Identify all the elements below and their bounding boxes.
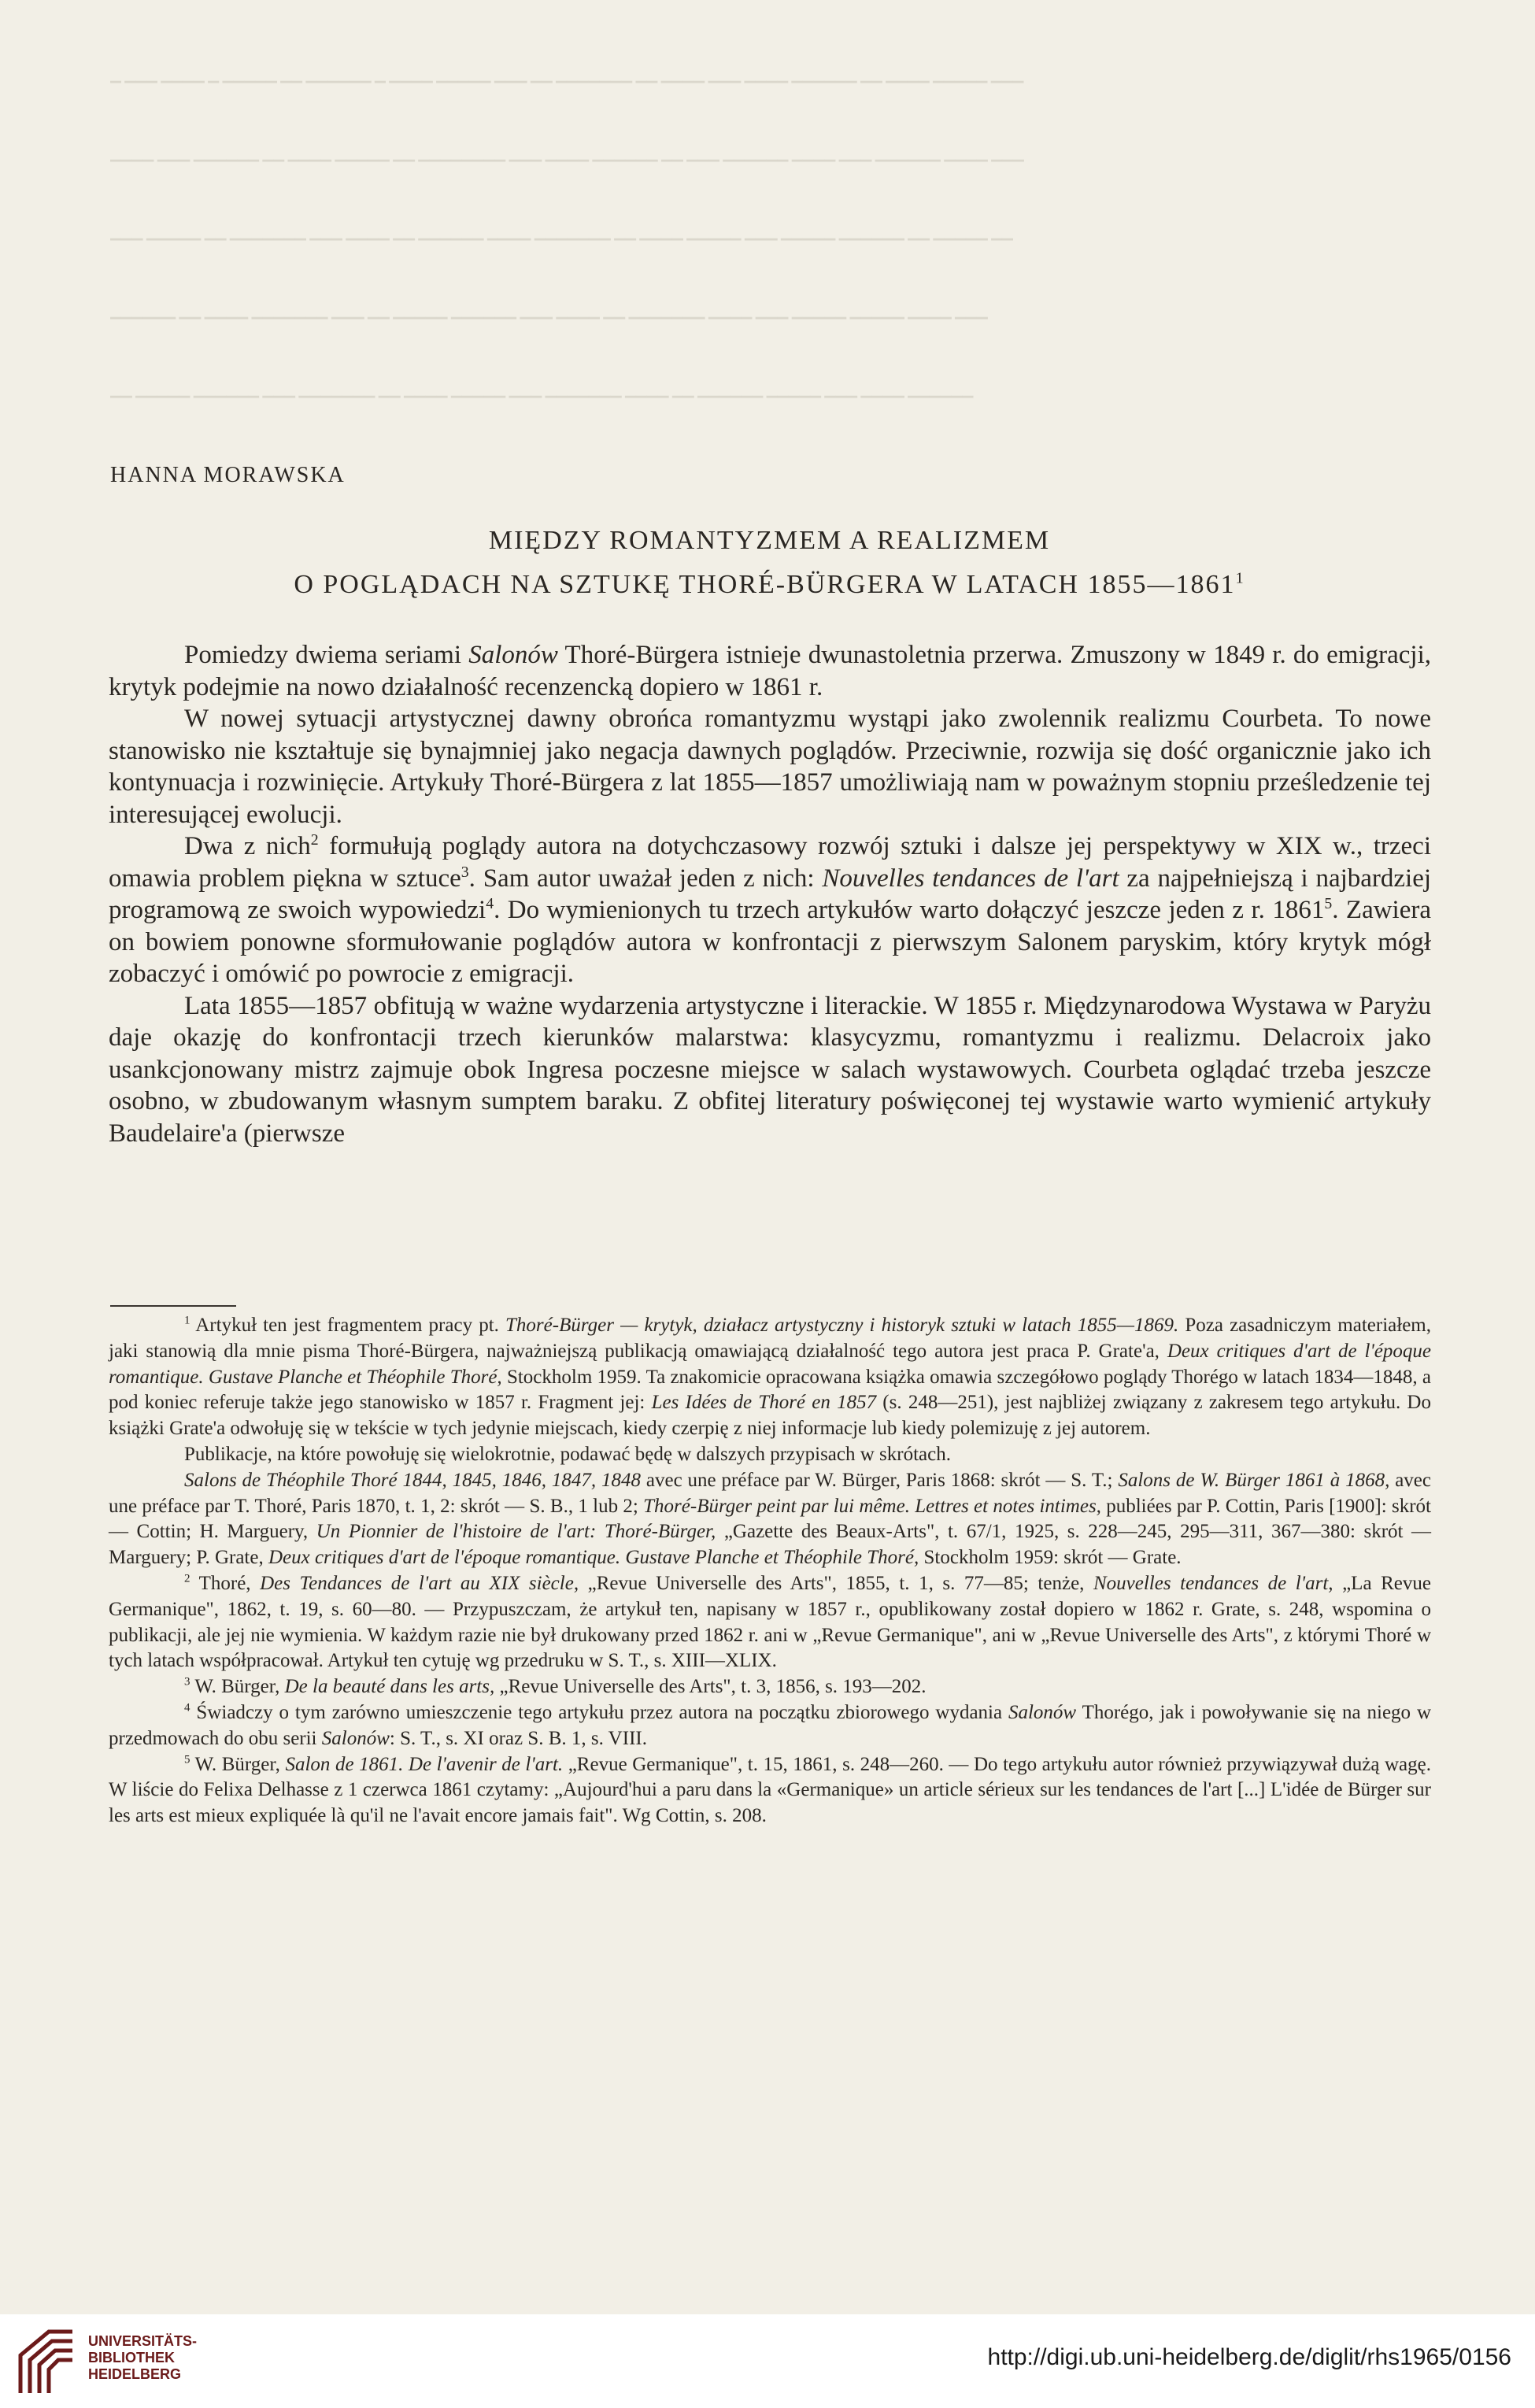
- source-url-link[interactable]: http://digi.ub.uni-heidelberg.de/diglit/rhs1965/0156: [987, 2344, 1511, 2370]
- footnote-ref-4: 4: [486, 895, 494, 912]
- show-through-texture: ▁▁▁▁ ▁▁▁ ▁▁▁▁▁▁ ▁▁ ▁▁▁▁ ▁▁▁▁▁ ▁▁ ▁▁▁▁▁▁▁▁ ▁▁▁ ▁▁▁▁ ▁▁▁▁▁▁ ▁▁ ▁▁▁ ▁▁▁▁▁▁ ▁▁▁▁ ▁▁▁ ▁▁▁▁▁▁ ▁▁▁▁ ▁▁▁: [110, 146, 1024, 161]
- footnote-ref-3: 3: [460, 863, 469, 881]
- article-title-line-2: [110, 570, 1429, 600]
- footnote-ref-1: 1: [1235, 569, 1245, 587]
- footnote-ref-5: 5: [1324, 895, 1333, 912]
- body-text: [109, 639, 1431, 1149]
- paragraph-2: W nowej sytuacji artystycznej dawny obrońca romantyzmu wystąpi jako zwolennik realizmu Courbeta. To nowe stanowisko nie kształtuje się bynajmniej jako negacja dawnych poglądów. Przeciwnie, rozwija się dość organicznie jako ich kontynuacja i rozwinięcie. Artykuły Thoré-Bürgera z lat 1855—1857 umożliwiają nam w poważnym stopniu prześledzenie tej interesującej ewolucji.: [109, 705, 1431, 829]
- footnote-sigla: Salons de Théophile Thoré 1844, 1845, 1846, 1847, 1848 avec une préface par W. Bürger, Paris 1868: skrót — S. T.; Salons de W. Bürger 1861 à 1868, avec une préface par T. Thoré, Paris 1870, t. 1, 2: skrót — S. B., 1 lub 2; Thoré-Bürger peint par lui même. Lettres et notes intimes, publiées par P. Cottin, Paris [1900]: skrót — Cottin; H. Marguery, Un Pionnier de l'histoire de l'art: Thoré-Bürger, „Gazette des Beaux-Arts", t. 67/1, 1925, s. 228—245, 295—311, 367—380: skrót — Marguery; P. Grate, Deux critiques d'art de l'époque romantique. Gustave Planche et Théophile Thoré, Stockholm 1959: skrót — Grate.: [109, 1469, 1432, 1569]
- footnote-publications: Publikacje, na które powołuję się wielokrotnie, podawać będę w dalszych przypisach w skrótach.: [184, 1443, 951, 1465]
- library-name: UNIVERSITÄTS- BIBLIOTHEK HEIDELBERG: [88, 2333, 198, 2382]
- footnotes: [109, 1313, 1431, 1829]
- show-through-texture: ▁▁ ▁▁▁▁▁ ▁▁▁▁▁▁ ▁▁▁ ▁▁▁▁▁▁▁ ▁▁ ▁▁▁▁ ▁▁▁▁▁ ▁▁▁ ▁▁▁▁▁▁▁ ▁▁▁▁ ▁▁ ▁▁▁▁▁▁ ▁▁▁▁▁ ▁▁▁ ▁▁▁▁ ▁▁▁▁▁▁: [110, 382, 974, 398]
- show-through-texture: ▁▁▁ ▁▁▁▁▁ ▁▁ ▁▁▁▁▁▁▁ ▁▁▁ ▁▁▁▁ ▁▁ ▁▁▁▁▁▁ ▁▁▁▁ ▁▁▁▁▁▁▁ ▁▁ ▁▁▁▁ ▁▁▁▁▁ ▁▁▁ ▁▁▁▁▁ ▁▁▁▁▁▁ ▁▁ ▁▁▁▁▁ ▁▁: [110, 224, 1013, 240]
- article-title-text: O POGLĄDACH NA SZTUKĘ THORÉ-BÜRGERA W LATACH 1855—1861: [294, 570, 1236, 599]
- article-title-line-1: MIĘDZY ROMANTYZMEM A REALIZMEM: [488, 526, 1051, 555]
- footnote-4: $^4$ Świadczy o tym zarówno umieszczenie tego artykułu przez autora na początku zbiorowego wydania Salonów Thorégo, jak i powoływanie się na niego w przedmowach do obu serii Salonów: S. T., s. XI oraz S. B. 1, s. VIII.: [109, 1701, 1431, 1749]
- paragraph-3: Dwa z nich$^2$ formułują poglądy autora na dotychczasowy rozwój sztuki i dalsze jej perspektywy w XIX w., trzeci omawia problem piękna w sztuce$^3$. Sam autor uważał jeden z nich: Nouvelles tendances de l'art za najpełniejszą i najbardziej programową ze swoich wypowiedzi$^4$. Do wymienionych tu trzech artykułów warto dołączyć jeszcze jeden z r. 1861$^5$. Zawiera on bowiem ponowne sformułowanie poglądów autora w konfrontacji z pierwszym Salonem paryskim, który krytyk mógł zobaczyć i omówić po powrocie z emigracji.: [109, 831, 1432, 988]
- footnote-1: $^1$ Artykuł ten jest fragmentem pracy pt. Thoré-Bürger — krytyk, działacz artystyczny i historyk sztuki w latach 1855—1869. Poza zasadniczym materiałem, jaki stanowią dla mnie pisma Thoré-Bürgera, najważniejszą publikacją omawiającą działalność tego autora jest praca P. Grate'a, Deux critiques d'art de l'époque romantique. Gustave Planche et Théophile Thoré, Stockholm 1959. Ta znakomicie opracowana książka omawia szczegółowo poglądy Thorégo w latach 1834—1848, a pod koniec referuje także jego stanowisko w 1857 r. Fragment jej: Les Idées de Thoré en 1857 (s. 248—251), jest najbliżej związany z zakresem tego artykułu. Do książki Grate'a odwołuję się w tekście w tych jedynie miejscach, kiedy czerpię z niej informacje lub kiedy polemizuję z jej autorem.: [109, 1314, 1432, 1440]
- library-logo-icon: [16, 2327, 77, 2396]
- footnote-2: $^2$ Thoré, Des Tendances de l'art au XIX siècle, „Revue Universelle des Arts", 1855, t. 1, s. 77—85; tenże, Nouvelles tendances de l'art, „La Revue Germanique", 1862, t. 19, s. 60—80. — Przypuszczam, że artykuł ten, napisany w 1857 r., opublikowany został dopiero w 1862 r. Grate, s. 248, wspomina o publikacji, ale jej nie wymienia. W każdym razie nie był drukowany przed 1862 r. ani w „Revue Germanique", ani w „Revue Universelle des Arts", z którymi Thoré w tych latach współpracował. Artykuł ten cytuję wg przedruku w S. T., s. XIII—XLIX.: [109, 1572, 1431, 1672]
- show-through-texture: ▁▁▁▁▁▁ ▁▁ ▁▁▁▁ ▁▁▁▁▁▁▁ ▁▁▁ ▁▁ ▁▁▁▁▁ ▁▁▁▁▁▁ ▁▁▁ ▁▁▁▁ ▁▁ ▁▁▁▁▁▁▁ ▁▁▁▁ ▁▁▁ ▁▁▁▁▁ ▁▁▁▁▁ ▁▁▁▁ ▁▁▁: [110, 303, 988, 319]
- show-through-texture: ▁ ▁▁▁ ▁▁▁▁ ▁ ▁▁▁▁▁ ▁▁ ▁▁▁▁▁▁ ▁ ▁▁▁▁ ▁▁▁▁▁ ▁▁▁ ▁▁ ▁▁▁▁▁▁▁ ▁▁ ▁▁▁▁ ▁▁▁ ▁▁▁▁ ▁▁▁▁▁▁ ▁▁ ▁▁▁▁ ▁▁▁▁▁ ▁▁▁: [110, 67, 1024, 83]
- author-name: HANNA MORAWSKA: [110, 463, 346, 487]
- footnote-5: $^5$ W. Bürger, Salon de 1861. De l'avenir de l'art. „Revue Germanique", t. 15, 1861, s. 248—260. — Do tego artykułu autor również przywiązywał dużą wagę. W liście do Felixa Delhasse z 1 czerwca 1861 czytamy: „Aujourd'hui a paru dans la «Germanique» un article sérieux sur les tendances de l'art [...] L'idée de Bürger sur les arts est mieux expliquée là qu'il ne l'avait encore jamais fait". Wg Cottin, s. 208.: [109, 1753, 1431, 1827]
- paragraph-1: Pomiedzy dwiema seriami Salonów Thoré-Bürgera istnieje dwunastoletnia przerwa. Zmuszony w 1849 r. do emigracji, krytyk podejmie na nowo działalność recenzencką dopiero w 1861 r.: [109, 641, 1431, 701]
- paragraph-4: Lata 1855—1857 obfitują w ważne wydarzenia artystyczne i literackie. W 1855 r. Międzynarodowa Wystawa w Paryżu daje okazję do konfrontacji trzech kierunków malarstwa: klasycyzmu, romantyzmu i realizmu. Delacroix jako usankcjonowany mistrz zajmuje obok Ingresa poczesne miejsce w salach wystawowych. Courbeta oglądać trzeba jeszcze osobno, w zbudowanym własnym sumptem baraku. Z obfitej literatury poświęconej tej wystawie warto wymienić artykuły Baudelaire'a (pierwsze: [109, 991, 1431, 1148]
- footnote-3: $^3$ W. Bürger, De la beauté dans les arts, „Revue Universelle des Arts", t. 3, 1856, s. 193—202.: [184, 1675, 927, 1698]
- footnote-ref-2: 2: [310, 831, 319, 849]
- footnote-divider: [110, 1305, 236, 1307]
